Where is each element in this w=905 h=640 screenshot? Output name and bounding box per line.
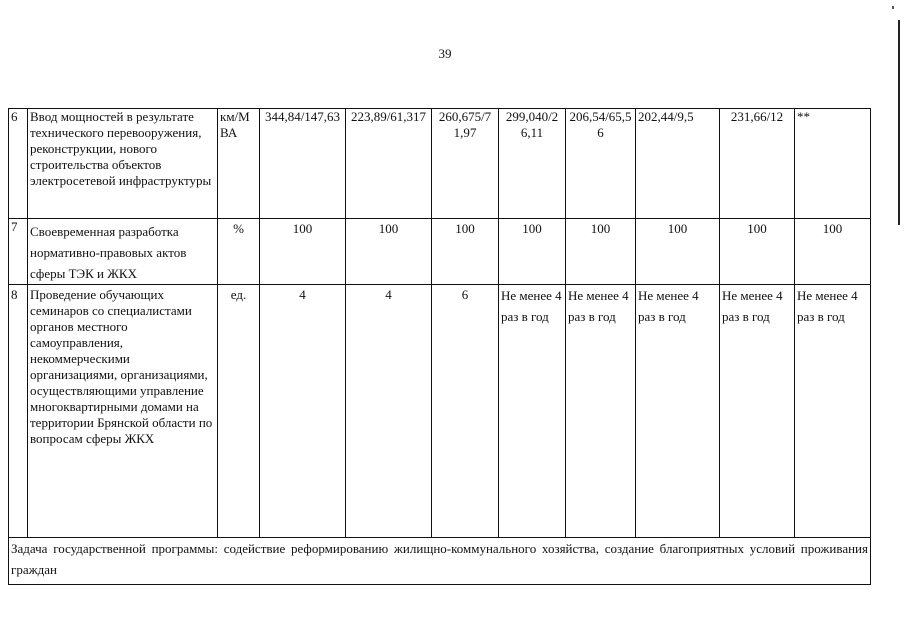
value-cell: 4 (260, 285, 346, 538)
value-cell: Не менее 4 раз в год (636, 285, 720, 538)
value-cell: Не менее 4 раз в год (720, 285, 795, 538)
value-cell: Не менее 4 раз в год (795, 285, 871, 538)
row-number: 8 (9, 285, 28, 538)
indicator-name: Своевременная разработка нормативно-правовых актов сферы ТЭК и ЖКХ (28, 219, 218, 285)
value-cell: 4 (346, 285, 432, 538)
value-cell: 223,89/61,317 (346, 109, 432, 219)
table-row (9, 219, 871, 285)
value-cell: 100 (566, 219, 636, 285)
value-cell: Не менее 4 раз в год (566, 285, 636, 538)
indicator-name: Ввод мощностей в результате технического перевооружения, реконструкции, нового строительства объектов электросетевой инфраструктуры (28, 109, 218, 219)
unit-cell: % (218, 219, 260, 285)
value-cell: 100 (636, 219, 720, 285)
value-cell: 231,66/12 (720, 109, 795, 219)
value-cell: 100 (346, 219, 432, 285)
value-cell: 100 (720, 219, 795, 285)
table-row (9, 109, 871, 219)
value-cell: 100 (432, 219, 499, 285)
indicators-table (8, 108, 871, 585)
unit-cell: ед. (218, 285, 260, 538)
row-number: 7 (9, 219, 28, 285)
unit-cell: км/МВА (218, 109, 260, 219)
page-number: 39 (438, 46, 452, 61)
table-row (9, 285, 871, 538)
value-cell: 299,040/26,11 (499, 109, 566, 219)
value-cell: ** (795, 109, 871, 219)
value-cell: 344,84/147,63 (260, 109, 346, 219)
program-task-text: Задача государственной программы: содействие реформированию жилищно-коммунального хозяйства, создание благоприятных условий проживания граждан (9, 538, 871, 585)
value-cell: 206,54/65,56 (566, 109, 636, 219)
value-cell: 260,675/71,97 (432, 109, 499, 219)
value-cell: 6 (432, 285, 499, 538)
value-cell: 202,44/9,5 (636, 109, 720, 219)
indicator-name: Проведение обучающих семинаров со специалистами органов местного самоуправления, некоммерческими организациями, организациями, осуществляющими управление многоквартирными домами на территории Брянской области по вопросам сферы ЖКХ (28, 285, 218, 538)
task-row (9, 538, 871, 585)
row-number: 6 (9, 109, 28, 219)
value-cell: 100 (795, 219, 871, 285)
scan-edge-mark (898, 20, 900, 225)
scan-artifact-dot (892, 6, 894, 9)
value-cell: 100 (260, 219, 346, 285)
value-cell: Не менее 4 раз в год (499, 285, 566, 538)
value-cell: 100 (499, 219, 566, 285)
